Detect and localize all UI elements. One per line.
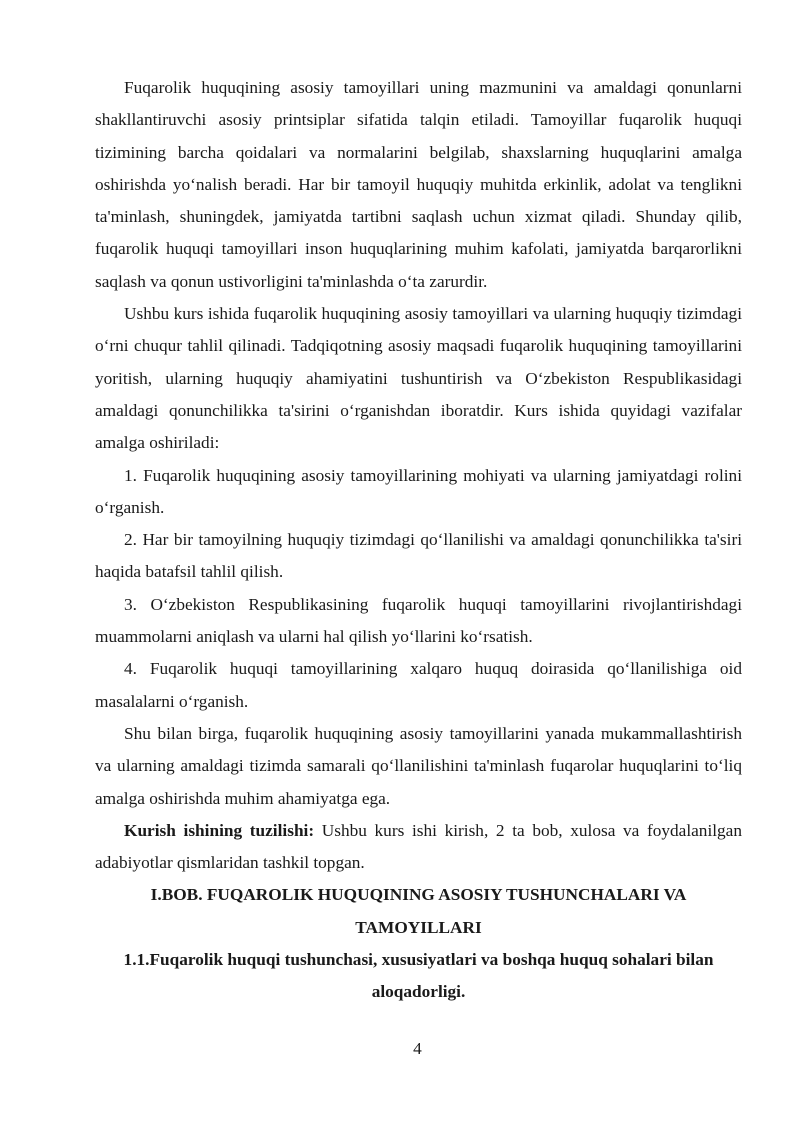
page-number: 4 — [413, 1039, 422, 1058]
chapter-heading: I.BOB. FUQAROLIK HUQUQINING ASOSIY TUSHUNCHALARI VA TAMOYILLARI — [150, 885, 687, 937]
task-item-4: 4. Fuqarolik huquqi tamoyillarining xalqaro huquq doirasida qo‘llanilishiga oid masalalarni o‘rganish. — [95, 659, 742, 711]
paragraph-principles-intro: Fuqarolik huquqining asosiy tamoyillari uning mazmunini va amaldagi qonunlarni shakllantiruvchi asosiy printsiplar sifatida talqin etiladi. Tamoyillar fuqarolik huquqi tizimining barcha qoidalari va normalarini belgilab, shaxslarning huquqlarini amalga oshirishda yo‘nalish beradi. Har bir tamoyil huquqiy muhitda erkinlik, adolat va tenglikni ta'minlash, shuningdek, jamiyatda tartibni saqlash uchun xizmat qiladi. Shunday qilib, fuqarolik huquqi tamoyillari inson huquqlarining muhim kafolati, jamiyatda barqarorlikni saqlash va qonun ustivorligini ta'minlashda o‘ta zarurdir. — [95, 78, 742, 291]
structure-label: Kurish ishining tuzilishi: — [124, 820, 315, 840]
paragraph-conclusion-note: Shu bilan birga, fuqarolik huquqining asosiy tamoyillarini yanada mukammallashtirish va ularning amaldagi tizimda samarali qo‘llanilishini ta'minlash fuqarolar huquqlarini to‘liq amalga oshirishda muhim ahamiyatga ega. — [95, 723, 742, 808]
document-body — [95, 72, 742, 1009]
task-item-3: 3. O‘zbekiston Respublikasining fuqarolik huquqi tamoyillarini rivojlantirishdagi muammolarni aniqlash va ularni hal qilish yo‘llarini ko‘rsatish. — [95, 594, 742, 647]
task-item-2: 2. Har bir tamoyilning huquqiy tizimdagi qo‘llanilishi va amaldagi qonunchilikka ta'siri haqida batafsil tahlil qilish. — [95, 530, 742, 582]
paragraph-course-structure — [95, 815, 742, 880]
task-item-1: 1. Fuqarolik huquqining asosiy tamoyillarining mohiyati va ularning jamiyatdagi rolini o‘rganish. — [95, 465, 742, 517]
section-heading: 1.1.Fuqarolik huquqi tushunchasi, xususiyatlari va boshqa huquq sohalari bilan aloqadorligi. — [123, 950, 714, 1002]
structure-text: Ushbu kurs ishi kirish, 2 ta bob, xulosa va foydalanilgan adabiyotlar qismlaridan tashkil topgan. — [95, 820, 742, 873]
paragraph-course-purpose: Ushbu kurs ishida fuqarolik huquqining asosiy tamoyillari va ularning huquqiy tizimdagi o‘rni chuqur tahlil qilinadi. Tadqiqotning asosiy maqsadi fuqarolik huquqining tamoyillarini yoritish, ularning huquqiy ahamiyatini tushuntirish va O‘zbekiston Respublikasidagi amaldagi qonunchilikka ta'sirini o‘rganishdan iboratdir. Kurs ishida quyidagi vazifalar amalga oshiriladi: — [95, 304, 742, 453]
